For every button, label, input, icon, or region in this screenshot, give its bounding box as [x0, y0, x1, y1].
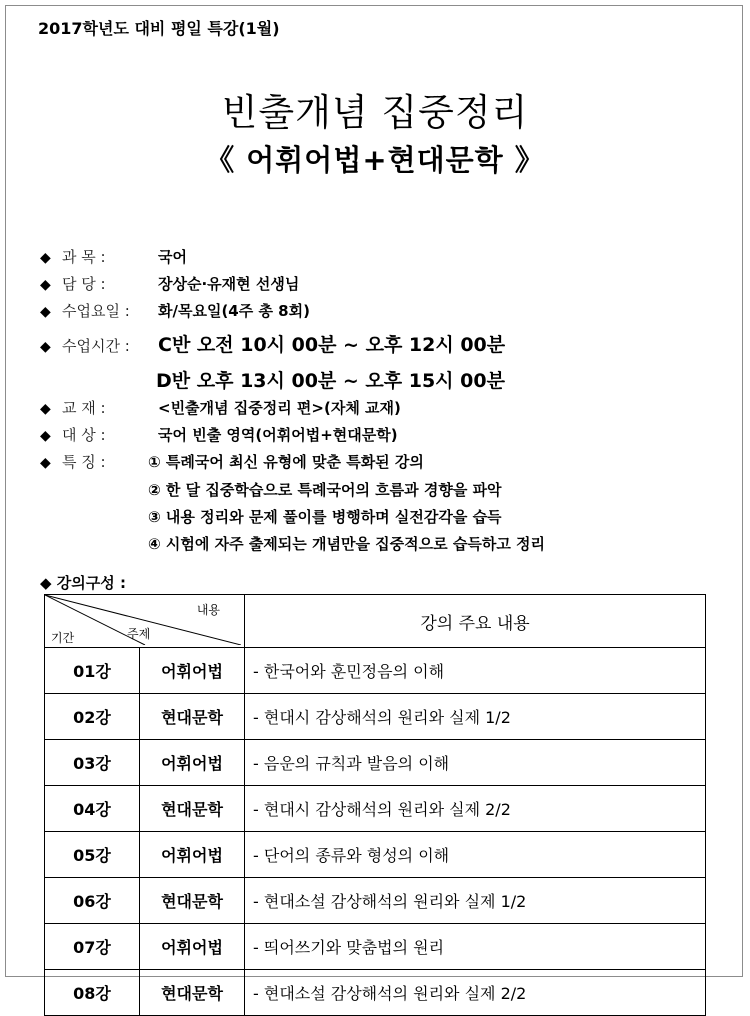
- table-row: [45, 970, 706, 1016]
- lecture-topic: 현대문학: [140, 694, 245, 740]
- diag-topic-label: 주제: [127, 627, 151, 641]
- structure-section-label: [40, 572, 126, 593]
- table-row: [45, 648, 706, 694]
- bullet-diamond-icon: ◆: [40, 455, 51, 471]
- info-value: 장상순·유재현 선생님: [158, 275, 300, 293]
- info-textbook: [40, 397, 401, 418]
- diag-period-label: 기간: [51, 631, 75, 645]
- lecture-content: - 현대소설 감상해석의 원리와 실제 2/2: [245, 970, 706, 1016]
- lecture-topic: 어휘어법: [140, 832, 245, 878]
- feature-item: ② 한 달 집중학습으로 특례국어의 흐름과 경향을 파악: [148, 481, 502, 499]
- info-value: <빈출개념 집중정리 편>(자체 교재): [158, 399, 401, 417]
- lecture-content: - 현대시 감상해석의 원리와 실제 2/2: [245, 786, 706, 832]
- lecture-number: 06강: [45, 878, 140, 924]
- feature-item: ① 특례국어 최신 유형에 맞춘 특화된 강의: [148, 453, 424, 471]
- info-label: 특 징 :: [62, 453, 106, 471]
- bullet-diamond-icon: ◆: [40, 277, 51, 293]
- info-label: 교 재 :: [62, 399, 106, 417]
- lecture-number: 07강: [45, 924, 140, 970]
- table-row: [45, 740, 706, 786]
- lecture-content: - 음운의 규칙과 발음의 이해: [245, 740, 706, 786]
- table-row: [45, 786, 706, 832]
- table-header-row: [45, 595, 706, 648]
- curriculum-table: [44, 594, 706, 1016]
- table-row: [45, 878, 706, 924]
- bullet-diamond-icon: ◆: [40, 428, 51, 444]
- lecture-topic: 현대문학: [140, 970, 245, 1016]
- lecture-topic: 현대문학: [140, 878, 245, 924]
- lecture-content: - 현대시 감상해석의 원리와 실제 1/2: [245, 694, 706, 740]
- lecture-number: 03강: [45, 740, 140, 786]
- lecture-topic: 어휘어법: [140, 740, 245, 786]
- info-features: [40, 451, 158, 472]
- subtitle: 《 어휘어법+현대문학 》: [205, 143, 545, 177]
- table-row: [45, 832, 706, 878]
- info-label: 담 당 :: [62, 275, 106, 293]
- info-label: 대 상 :: [62, 426, 106, 444]
- feature-item: ③ 내용 정리와 문제 풀이를 병행하며 실전감각을 습득: [148, 508, 502, 526]
- diag-content-label: 내용: [196, 603, 220, 617]
- info-label: 과 목 :: [62, 248, 106, 266]
- info-label: 수업시간 :: [62, 337, 130, 355]
- lecture-topic: 현대문학: [140, 786, 245, 832]
- bullet-diamond-icon: ◆: [40, 250, 51, 266]
- lecture-topic: 어휘어법: [140, 924, 245, 970]
- main-content-header: 강의 주요 내용: [245, 595, 706, 648]
- info-time: [40, 330, 505, 357]
- lecture-content: - 현대소설 감상해석의 원리와 실제 1/2: [245, 878, 706, 924]
- lecture-content: - 단어의 종류와 형성의 이해: [245, 832, 706, 878]
- main-title: 빈출개념 집중정리: [221, 91, 529, 134]
- table-row: [45, 924, 706, 970]
- info-time-second-line: D반 오후 13시 00분 ~ 오후 15시 00분: [156, 370, 505, 392]
- info-days: [40, 300, 310, 321]
- bullet-diamond-icon: ◆: [40, 574, 52, 592]
- info-teacher: [40, 273, 299, 294]
- bullet-diamond-icon: ◆: [40, 304, 51, 320]
- table-row: [45, 694, 706, 740]
- lecture-number: 02강: [45, 694, 140, 740]
- lecture-number: 05강: [45, 832, 140, 878]
- lecture-topic: 어휘어법: [140, 648, 245, 694]
- feature-item: ④ 시험에 자주 출제되는 개념만을 집중적으로 습득하고 정리: [148, 535, 546, 553]
- lecture-number: 01강: [45, 648, 140, 694]
- info-target: [40, 424, 398, 445]
- diagonal-header-cell: [45, 595, 245, 648]
- info-value: C반 오전 10시 00분 ~ 오후 12시 00분: [158, 334, 506, 356]
- bullet-diamond-icon: ◆: [40, 401, 51, 417]
- lecture-number: 04강: [45, 786, 140, 832]
- lecture-content: - 띄어쓰기와 맞춤법의 원리: [245, 924, 706, 970]
- lecture-number: 08강: [45, 970, 140, 1016]
- info-value: 국어 빈출 영역(어휘어법+현대문학): [158, 426, 398, 444]
- document-header: 2017학년도 대비 평일 특강(1월): [38, 19, 280, 38]
- info-value: 화/목요일(4주 총 8회): [158, 302, 310, 320]
- info-value: 국어: [158, 248, 187, 266]
- info-subject: [40, 246, 187, 267]
- lecture-content: - 한국어와 훈민정음의 이해: [245, 648, 706, 694]
- info-label: 수업요일 :: [62, 302, 130, 320]
- structure-label-text: 강의구성 :: [56, 574, 126, 592]
- bullet-diamond-icon: ◆: [40, 339, 51, 355]
